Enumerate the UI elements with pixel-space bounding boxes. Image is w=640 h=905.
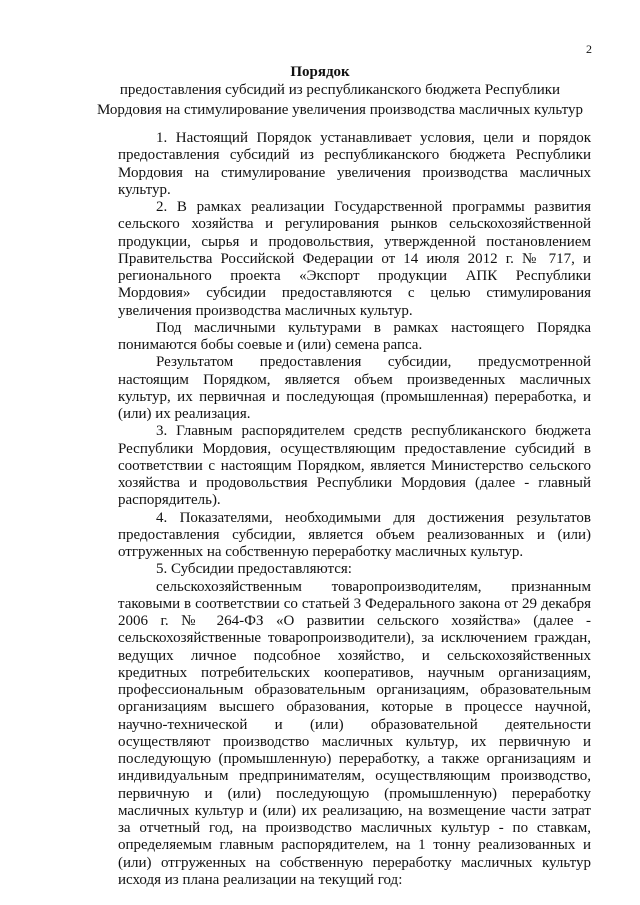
paragraph-4-indicators: 4. Показателями, необходимыми для достижения результатов предоставления субсидии, является объем реализованных и (или) отгруженных на собственную переработку масличных культур. — [118, 509, 591, 560]
paragraph-5-recipients: сельскохозяйственным товаропроизводителям, признанным таковыми в соответствии со статьей 3 Федерального закона от 29 декабря 2006 г. № 264-ФЗ «О развитии сельского хозяйства» (далее - сельскохозяйственные товаропроизводители), за исключением граждан, ведущих личное подсобное хозяйство, и сельскохозяйственных кредитных потребительских кооперативов, научным организациям, профессиональным образовательным организациям, образовательным организациям высшего образования, которые в процессе научной, научно-технической и (или) образовательной деятельности осуществляют производство масличных культур, их первичную и последующую (промышленную) переработку, а также организациям и индивидуальным предпринимателям, осуществляющим производство, первичную и (или) последующую (промышленную) переработку масличных культур и (или) их реализацию, на возмещение части затрат за отчетный год, на производство масличных культур - по ставкам, определяемым главным распорядителем, на 1 тонну реализованных и (или) отгруженных на собственную переработку масличных культур исходя из плана реализации на текущий год: — [118, 578, 591, 888]
paragraph-subsidy-result: Результатом предоставления субсидии, предусмотренной настоящим Порядком, является объем произведенных масличных культур, их первичная и последующая (промышленная) переработка, и (или) их реализация. — [118, 354, 591, 422]
document-subtitle: предоставления субсидий из республиканского бюджета Республики Мордовия на стимулирование увеличения производства масличных культур — [96, 82, 584, 118]
paragraph-3-administrator: 3. Главным распорядителем средств республиканского бюджета Республики Мордовия, осуществляющим предоставление субсидий в соответствии с настоящим Порядком, является Министерство сельского хозяйства и продовольствия Республики Мордовия (далее - главный распорядитель). — [118, 423, 591, 509]
paragraph-2-program: 2. В рамках реализации Государственной программы развития сельского хозяйства и регулирования рынков сельскохозяйственной продукции, сырья и продовольствия, утвержденной постановлением Правительства Российской Федерации от 14 июля 2012 г. № 717, и регионального проекта «Экспорт продукции АПК Республики Мордовия» субсидии предоставляются с целью стимулирования увеличения производства масличных культур. — [118, 199, 591, 319]
paragraph-5-heading: 5. Субсидии предоставляются: — [156, 561, 352, 578]
paragraph-oilseed-definition: Под масличными культурами в рамках настоящего Порядка понимаются бобы соевые и (или) семена рапса. — [118, 319, 591, 353]
paragraph-1-purpose: 1. Настоящий Порядок устанавливает условия, цели и порядок предоставления субсидий из республиканского бюджета Республики Мордовия на стимулирование увеличения производства масличных культур. — [118, 130, 591, 198]
page-number: 2 — [586, 42, 592, 56]
document-title: Порядок — [290, 64, 350, 80]
document-body — [118, 130, 591, 889]
